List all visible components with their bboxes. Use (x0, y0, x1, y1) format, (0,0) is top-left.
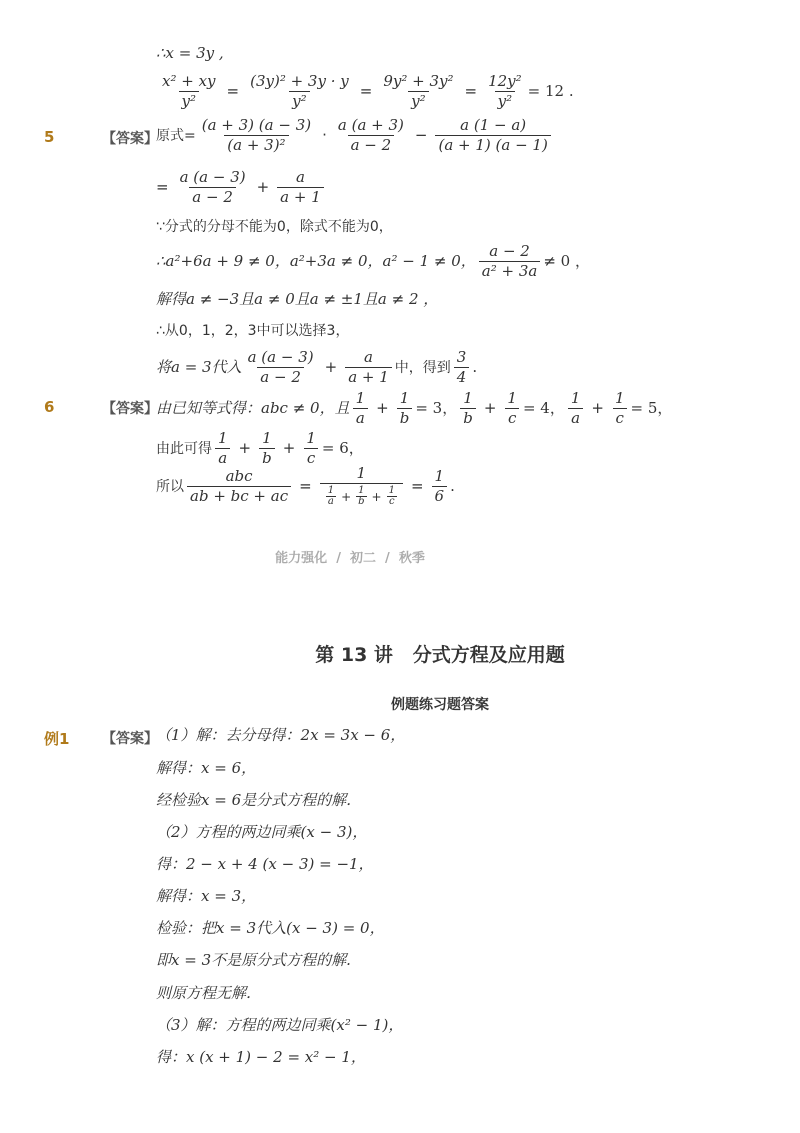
ex1-line: 得：x (x + 1) − 2 = x² − 1， (156, 1048, 366, 1066)
ex1-line: 检验：把x = 3代入(x − 3) = 0， (156, 919, 385, 937)
q5-line-6: ∴从0，1，2，3中可以选择3， (156, 323, 350, 339)
question-number: 6 (44, 398, 55, 416)
ex1-line: （3）解：方程的两边同乘(x² − 1)， (156, 1016, 404, 1034)
q5-line-1: 原式= $\frac{(a + 3) (a - 3)}{\text{(a + 3)²}}$ · $\frac{a (a + 3)}{a - 2}$ − $\frac{a (1 - a)}{(a + 1) (a - 1)}$ (156, 118, 554, 153)
answer-label: 【答案】 (102, 401, 158, 417)
q6-line-2: 由此可得 $\frac{1}{a}$ + $\frac{1}{b}$ + $\frac{1}{c}$ = 6， (156, 429, 364, 467)
q5-line-4: ∴a²+6a + 9 ≠ 0，a²+3a ≠ 0，a² − 1 ≠ 0， $\frac{a - 2}{\text{a² + 3a}}$ ≠ 0 ， (156, 242, 590, 280)
answer-label: 【答案】 (102, 731, 158, 747)
ex1-line: （2）方程的两边同乘(x − 3)， (156, 823, 368, 841)
fraction: $\frac{\text{12y²}}{\text{y²}}$ (488, 72, 522, 110)
q5-line-7: 将a = 3代入 $\frac{a (a - 3)}{a - 2}$ + $\frac{a}{a + 1}$ 中，得到 $\frac{3}{4}$ . (156, 348, 478, 386)
therefore-x-equals-3y: ∴x = 3y , (156, 44, 224, 62)
ex1-line: 经检验x = 6是分式方程的解． (156, 791, 362, 809)
q5-line-3: ∵分式的分母不能为0，除式不能为0， (156, 219, 393, 235)
fraction: $\frac{\text{x² + xy}}{\text{y²}}$ (162, 72, 216, 110)
simplification-equation: $\frac{\text{x² + xy}}{\text{y²}}$ = $\frac{\text{(3y)² + 3y · y}}{\text{y²}}$ = $\frac{\text{9y² + 3y²}}{\text{y²}}$ = $\frac{\text{12y²}}{\text{y²}}$ = 12 . (156, 74, 574, 109)
ex1-line: 即x = 3不是原分式方程的解. (156, 951, 351, 969)
q5-line-5: 解得a ≠ −3且a ≠ 0且a ≠ ±1且a ≠ 2 ， (156, 290, 439, 308)
fraction: $\frac{\text{(3y)² + 3y · y}}{\text{y²}}$ (250, 72, 349, 110)
q5-line-2: = $\frac{a (a - 3)}{a - 2}$ + $\frac{a}{a + 1}$ (156, 170, 327, 205)
lecture-title: 第 13 讲 分式方程及应用题 (315, 644, 565, 666)
fraction: $\frac{\text{9y² + 3y²}}{\text{y²}}$ (383, 72, 454, 110)
answer-label: 【答案】 (102, 131, 158, 147)
ex1-line: （1）解：去分母得：2x = 3x − 6， (156, 726, 406, 744)
question-number: 5 (44, 128, 55, 146)
ex1-line: 则原方程无解． (156, 984, 262, 1002)
example-number: 例1 (44, 730, 70, 748)
section-subtitle: 例题练习题答案 (391, 697, 489, 713)
ex1-line: 解得：x = 3， (156, 887, 257, 905)
page-footer: 能力强化 / 初二 / 秋季 (275, 551, 425, 566)
ex1-line: 解得：x = 6， (156, 759, 257, 777)
q6-line-3: 所以 $\frac{\text{abc}}{ab + bc + ac}$ = 1 $\frac{1}{a}$ + $\frac{1}{b}$ + $\frac{1}{c}$ = $\frac{1}{6}$ . (156, 464, 455, 507)
ex1-line: 得：2 − x + 4 (x − 3) = −1， (156, 855, 374, 873)
q6-line-1: 由已知等式得：abc ≠ 0，且 $\frac{1}{a}$ + $\frac{1}{b}$ = 3， $\frac{1}{b}$ + $\frac{1}{c}$ = 4， $\frac{1}{a}$ + $\frac{1}{c}$ = 5， (156, 389, 673, 427)
